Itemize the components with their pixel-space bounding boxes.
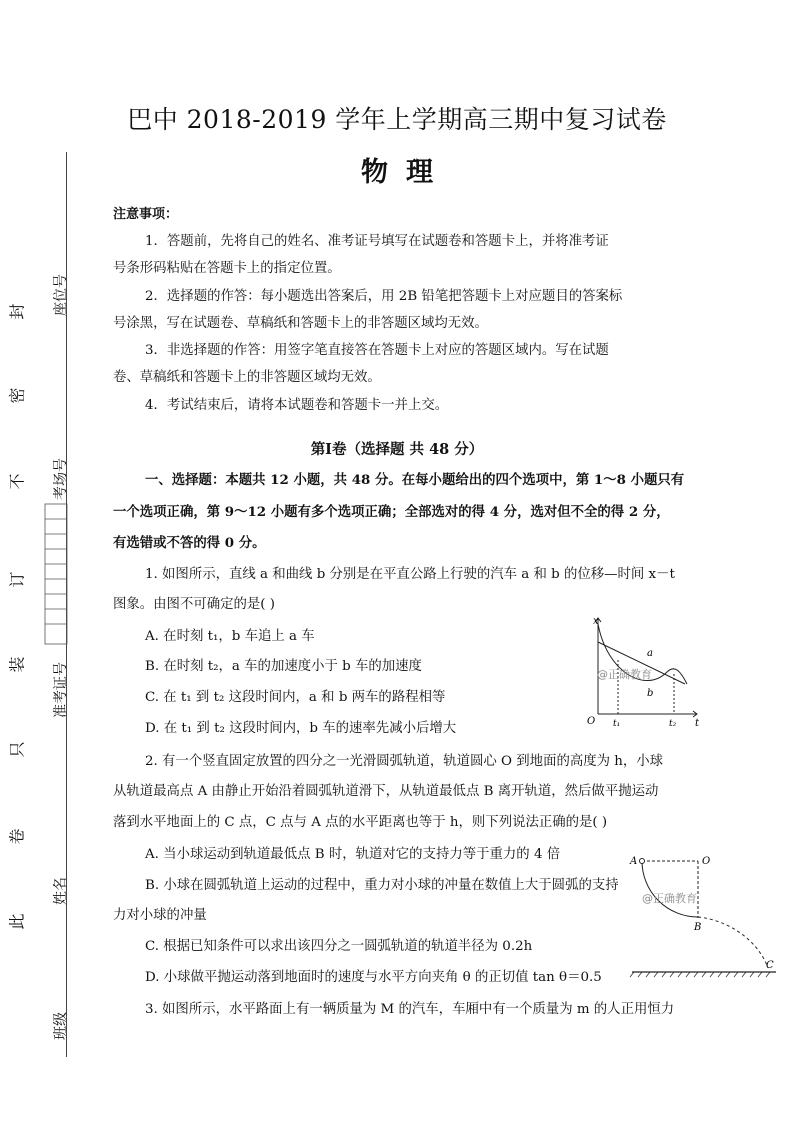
quarter-arc <box>642 861 698 917</box>
q2-option-d: D. 小球做平抛运动落到地面时的速度与水平方向夹角 θ 的正切值 tan θ＝0.5 <box>145 970 602 985</box>
note-1-line-2: 号条形码粘贴在答题卡上的指定位置。 <box>113 261 341 276</box>
binding-char-8: 此 <box>7 913 27 930</box>
seat-number-label: 座位号 <box>53 274 69 316</box>
class-label: 班级 <box>53 1012 69 1040</box>
point-b-label: B <box>694 922 702 933</box>
note-1-line-1: 1．答题前，先将自己的姓名、准考证号填写在试题卷和答题卡上，并将准考证 <box>145 234 609 249</box>
q1-xt-graph <box>585 612 705 728</box>
q2-option-b-cont: 力对小球的冲量 <box>113 908 207 923</box>
note-4-line-1: 4．考试结束后，请将本试题卷和答题卡一并上交。 <box>145 398 449 413</box>
binding-char-7: 卷 <box>7 828 27 845</box>
q2-stem-line-2: 从轨道最高点 A 由静止开始沿着圆弧轨道滑下，从轨道最低点 B 离开轨道，然后做平抛运动 <box>113 784 659 799</box>
point-c-label: C <box>766 960 774 971</box>
note-2-line-2: 号涂黑，写在试题卷、草稿纸和答题卡上的非答题区域均无效。 <box>113 316 488 331</box>
t-label: t <box>695 718 700 728</box>
origin-label: O <box>587 716 596 727</box>
q2-option-c: C. 根据已知条件可以求出该四分之一圆弧轨道的轨道半径为 0.2h <box>145 939 533 954</box>
a-label: a <box>647 648 653 659</box>
instruction-line-1: 一、选择题：本题共 12 小题，共 48 分。在每小题给出的四个选项中，第 1～8 小题只有 <box>145 472 685 488</box>
binding-char-5: 装 <box>7 656 27 673</box>
exam-title: 巴中 2018-2019 学年上学期高三期中复习试卷 <box>127 105 667 134</box>
instruction-line-3: 有选错或不答的得 0 分。 <box>113 535 266 551</box>
instruction-line-2: 一个选项正确，第 9～12 小题有多个选项正确；全部选对的得 4 分，选对但不全的得 2 分， <box>113 504 670 520</box>
binding-char-4: 订 <box>7 571 27 588</box>
exam-room-label: 考场号 <box>53 458 69 500</box>
point-a-label: A <box>630 856 638 867</box>
q2-option-a: A. 当小球运动到轨道最低点 B 时，轨道对它的支持力等于重力的 4 倍 <box>145 847 561 862</box>
binding-char-3: 不 <box>7 473 27 490</box>
watermark: @正确教育 <box>597 668 652 681</box>
name-label: 姓名 <box>53 877 69 905</box>
point-o-label: O <box>702 856 711 867</box>
q1-option-d: D. 在 t₁ 到 t₂ 这段时间内，b 车的速率先减小后增大 <box>145 721 457 736</box>
q1-stem-line-1: 1. 如图所示，直线 a 和曲线 b 分别是在平直公路上行驶的汽车 a 和 b 的位移—时间 x－t <box>145 567 675 582</box>
q1-option-c: C. 在 t₁ 到 t₂ 这段时间内，a 和 b 两车的路程相等 <box>145 690 446 705</box>
admission-number-label: 准考证号 <box>53 662 69 718</box>
note-3-line-1: 3．非选择题的作答：用签字笔直接答在答题卡上对应的答题区域内。写在试题 <box>145 343 609 358</box>
b-label: b <box>647 688 654 699</box>
q3-stem-line-1: 3. 如图所示，水平路面上有一辆质量为 M 的汽车，车厢中有一个质量为 m 的人正用恒力 <box>145 1002 675 1017</box>
note-2-line-1: 2．选择题的作答：每小题选出答案后，用 2B 铅笔把答题卡上对应题目的答案标 <box>145 289 623 304</box>
q1-option-b: B. 在时刻 t₂，a 车的加速度小于 b 车的加速度 <box>145 659 422 674</box>
admission-number-boxes <box>44 503 68 645</box>
x-label: x <box>593 616 599 627</box>
projectile-path <box>698 917 768 968</box>
binding-char-6: 只 <box>7 741 27 758</box>
q2-stem-line-3: 落到水平地面上的 C 点，C 点与 A 点的水平距离也等于 h，则下列说法正确的是( ) <box>113 815 608 830</box>
notes-title: 注意事项： <box>113 207 179 222</box>
q1-option-a: A. 在时刻 t₁，b 车追上 a 车 <box>145 629 315 644</box>
binding-char-2: 密 <box>7 387 27 404</box>
binding-char-1: 封 <box>7 303 27 320</box>
t2-label: t₂ <box>669 719 677 728</box>
section-title: 第Ⅰ卷（选择题 共 48 分） <box>310 441 484 458</box>
q1-stem-line-2: 图象。由图不可确定的是( ) <box>113 597 276 612</box>
q2-stem-line-1: 2. 有一个竖直固定放置的四分之一光滑圆弧轨道，轨道圆心 O 到地面的高度为 h，小球 <box>145 754 664 769</box>
q2-arc-track-figure <box>628 848 778 980</box>
subject-title: 物理 <box>361 157 451 188</box>
note-3-line-2: 卷、草稿纸和答题卡上的非答题区域均无效。 <box>113 370 381 385</box>
t1-label: t₁ <box>613 719 621 728</box>
watermark: @正确教育 <box>642 892 697 905</box>
q2-option-b: B. 小球在圆弧轨道上运动的过程中，重力对小球的冲量在数值上大于圆弧的支持 <box>145 878 619 893</box>
